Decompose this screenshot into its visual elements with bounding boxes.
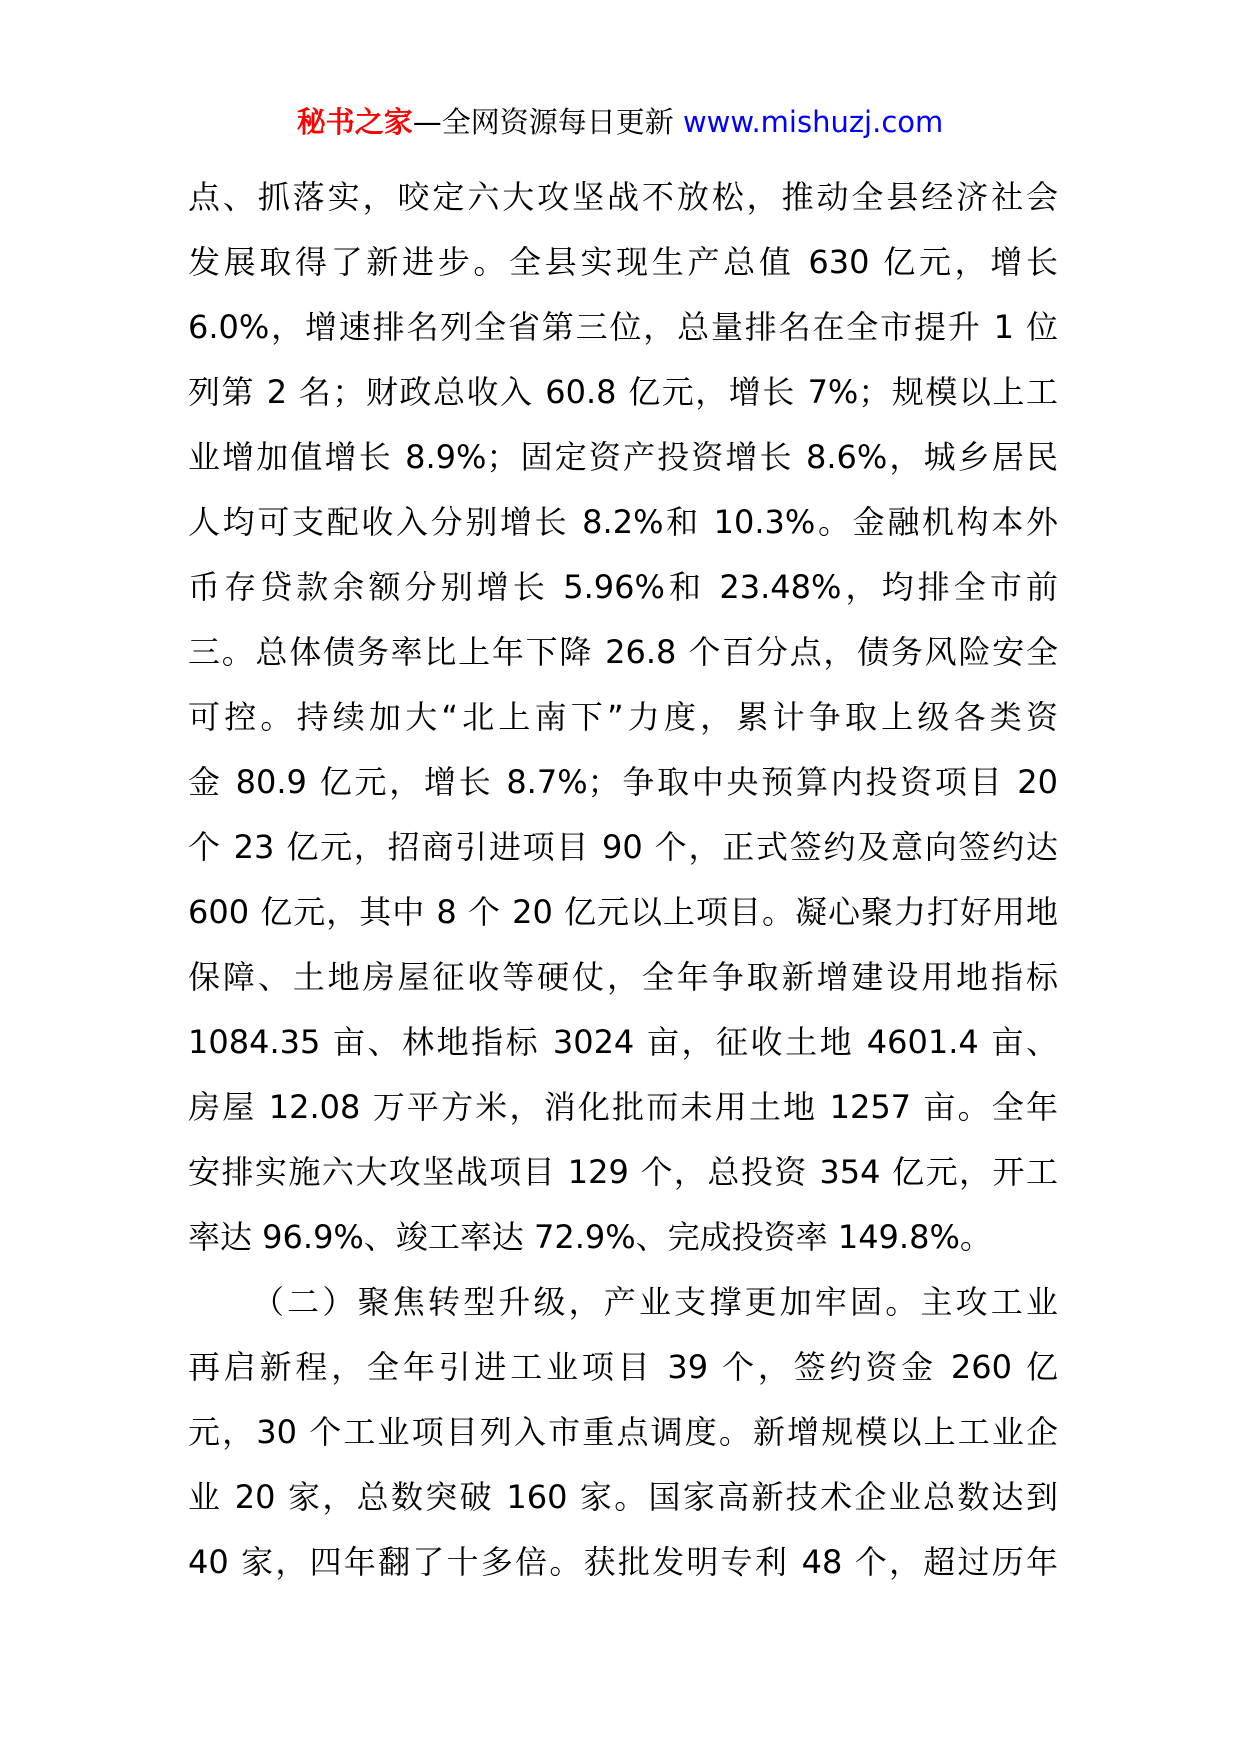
text-line: 保障、土地房屋征收等硬仗，全年争取新增建设用地指标 [188, 958, 1058, 996]
text-line: 业增加值增长 8.9%；固定资产投资增长 8.6%，城乡居民 [188, 438, 1058, 476]
text-line: 元，30 个工业项目列入市重点调度。新增规模以上工业企 [188, 1413, 1058, 1451]
header-url-link[interactable]: www.mishuzj.com [682, 105, 944, 139]
text-line: 房屋 12.08 万平方米，消化批而未用土地 1257 亩。全年 [188, 1088, 1058, 1126]
page-header [0, 102, 1240, 142]
text-line: 人均可支配收入分别增长 8.2%和 10.3%。金融机构本外 [188, 503, 1058, 541]
text-line: 三。总体债务率比上年下降 26.8 个百分点，债务风险安全 [188, 633, 1058, 671]
text-line: 币存贷款余额分别增长 5.96%和 23.48%，均排全市前 [188, 568, 1058, 606]
text-line: 业 20 家，总数突破 160 家。国家高新技术企业总数达到 [188, 1478, 1058, 1516]
text-line: 发展取得了新进步。全县实现生产总值 630 亿元，增长 [188, 243, 1058, 281]
section-heading-line: （二）聚焦转型升级，产业支撑更加牢固。主攻工业 [252, 1283, 1058, 1321]
header-tagline: —全网资源每日更新 [412, 105, 683, 139]
document-body [188, 165, 1058, 1595]
header-brand: 秘书之家 [296, 105, 413, 139]
text-line: 列第 2 名；财政总收入 60.8 亿元，增长 7%；规模以上工 [188, 373, 1058, 411]
text-line: 点、抓落实，咬定六大攻坚战不放松，推动全县经济社会 [188, 178, 1058, 216]
text-line: 40 家，四年翻了十多倍。获批发明专利 48 个，超过历年 [188, 1543, 1058, 1581]
text-line: 再启新程，全年引进工业项目 39 个，签约资金 260 亿 [188, 1348, 1058, 1386]
text-line: 率达 96.9%、竣工率达 72.9%、完成投资率 149.8%。 [188, 1218, 992, 1256]
text-line: 个 23 亿元，招商引进项目 90 个，正式签约及意向签约达 [188, 828, 1058, 866]
text-line: 600 亿元，其中 8 个 20 亿元以上项目。凝心聚力打好用地 [188, 893, 1058, 931]
text-line: 1084.35 亩、林地指标 3024 亩，征收土地 4601.4 亩、 [188, 1023, 1058, 1061]
text-line: 金 80.9 亿元，增长 8.7%；争取中央预算内投资项目 20 [188, 763, 1058, 801]
text-line: 6.0%，增速排名列全省第三位，总量排名在全市提升 1 位 [188, 308, 1058, 346]
text-line: 安排实施六大攻坚战项目 129 个，总投资 354 亿元，开工 [188, 1153, 1058, 1191]
text-line: 可控。持续加大“北上南下”力度，累计争取上级各类资 [188, 698, 1058, 736]
